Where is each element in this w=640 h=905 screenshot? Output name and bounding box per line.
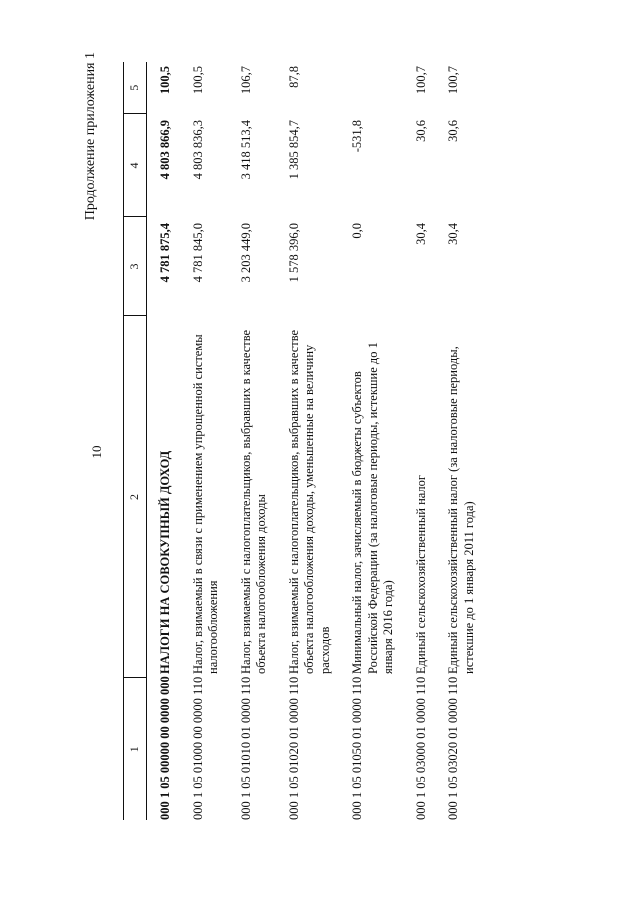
row-name: Налог, взимаемый в связи с применением упрощенной системы налогообложения (190, 334, 220, 674)
table-row (435, 62, 483, 820)
document-page (85, 22, 555, 882)
row-code: 000 1 05 01050 01 0000 110 (350, 676, 364, 820)
row-fact: 30,6 (446, 120, 460, 142)
row-code: 000 1 05 03000 01 0000 110 (413, 676, 428, 820)
table-row (403, 62, 436, 820)
row-fact: -531,8 (350, 120, 364, 153)
row-percent: 100,5 (190, 66, 205, 95)
row-percent: 100,7 (413, 66, 428, 95)
row-plan: 1 578 396,0 (286, 223, 301, 283)
row-plan: 3 203 449,0 (238, 223, 253, 283)
row-percent (339, 62, 403, 114)
column-header-5: 5 (124, 62, 147, 114)
row-plan: 30,4 (446, 223, 460, 245)
row-name: Минимальный налог, зачисляемый в бюджеты субъектов Российской Федерации (за налоговые периоды, истекшие до 1 января 2016 года) (350, 342, 395, 674)
column-header-1: 1 (124, 678, 147, 820)
row-plan: 4 781 845,0 (190, 223, 205, 283)
row-name: НАЛОГИ НА СОВОКУПНЫЙ ДОХОД (158, 450, 172, 674)
row-name: Единый сельскохозяйственный налог (413, 474, 428, 674)
row-percent: 106,7 (238, 66, 253, 95)
row-code: 000 1 05 01020 01 0000 110 (286, 676, 301, 820)
row-percent: 87,8 (286, 66, 301, 88)
table-row (228, 62, 276, 820)
row-fact: 30,6 (413, 120, 428, 142)
column-header-2: 2 (124, 316, 147, 678)
row-name: Налог, взимаемый с налогоплательщиков, выбравших в качестве объекта налогообложения доходы, уменьшенные на величину расходов (286, 329, 332, 674)
row-code: 000 1 05 03020 01 0000 110 (446, 676, 460, 820)
table-header-row (124, 62, 147, 820)
table-row (147, 62, 180, 820)
row-fact: 1 385 854,7 (286, 120, 301, 180)
revenue-table (123, 62, 483, 820)
column-header-4: 4 (124, 114, 147, 217)
row-fact: 4 803 866,9 (158, 120, 172, 180)
row-code: 000 1 05 01000 00 0000 110 (190, 676, 205, 820)
column-header-3: 3 (124, 217, 147, 316)
row-fact: 4 803 836,3 (190, 120, 205, 180)
row-name: Единый сельскохозяйственный налог (за налоговые периоды, истекшие до 1 января 2011 года) (446, 346, 476, 674)
row-name: Налог, взимаемый с налогоплательщиков, выбравших в качестве объекта налогообложения доходы (238, 329, 268, 674)
continuation-label: Продолжение приложения 1 (83, 52, 98, 221)
row-fact: 3 418 513,4 (238, 120, 253, 180)
table-row (339, 62, 403, 820)
row-percent: 100,5 (158, 66, 172, 95)
table-row (276, 62, 340, 820)
row-code: 000 1 05 00000 00 0000 000 (158, 676, 172, 820)
row-percent: 100,7 (446, 66, 460, 95)
row-code: 000 1 05 01010 01 0000 110 (238, 676, 253, 820)
row-plan: 30,4 (413, 223, 428, 245)
row-plan: 4 781 875,4 (158, 223, 172, 283)
table-row (180, 62, 228, 820)
row-plan: 0,0 (350, 223, 364, 239)
page-number: 10 (89, 445, 104, 459)
